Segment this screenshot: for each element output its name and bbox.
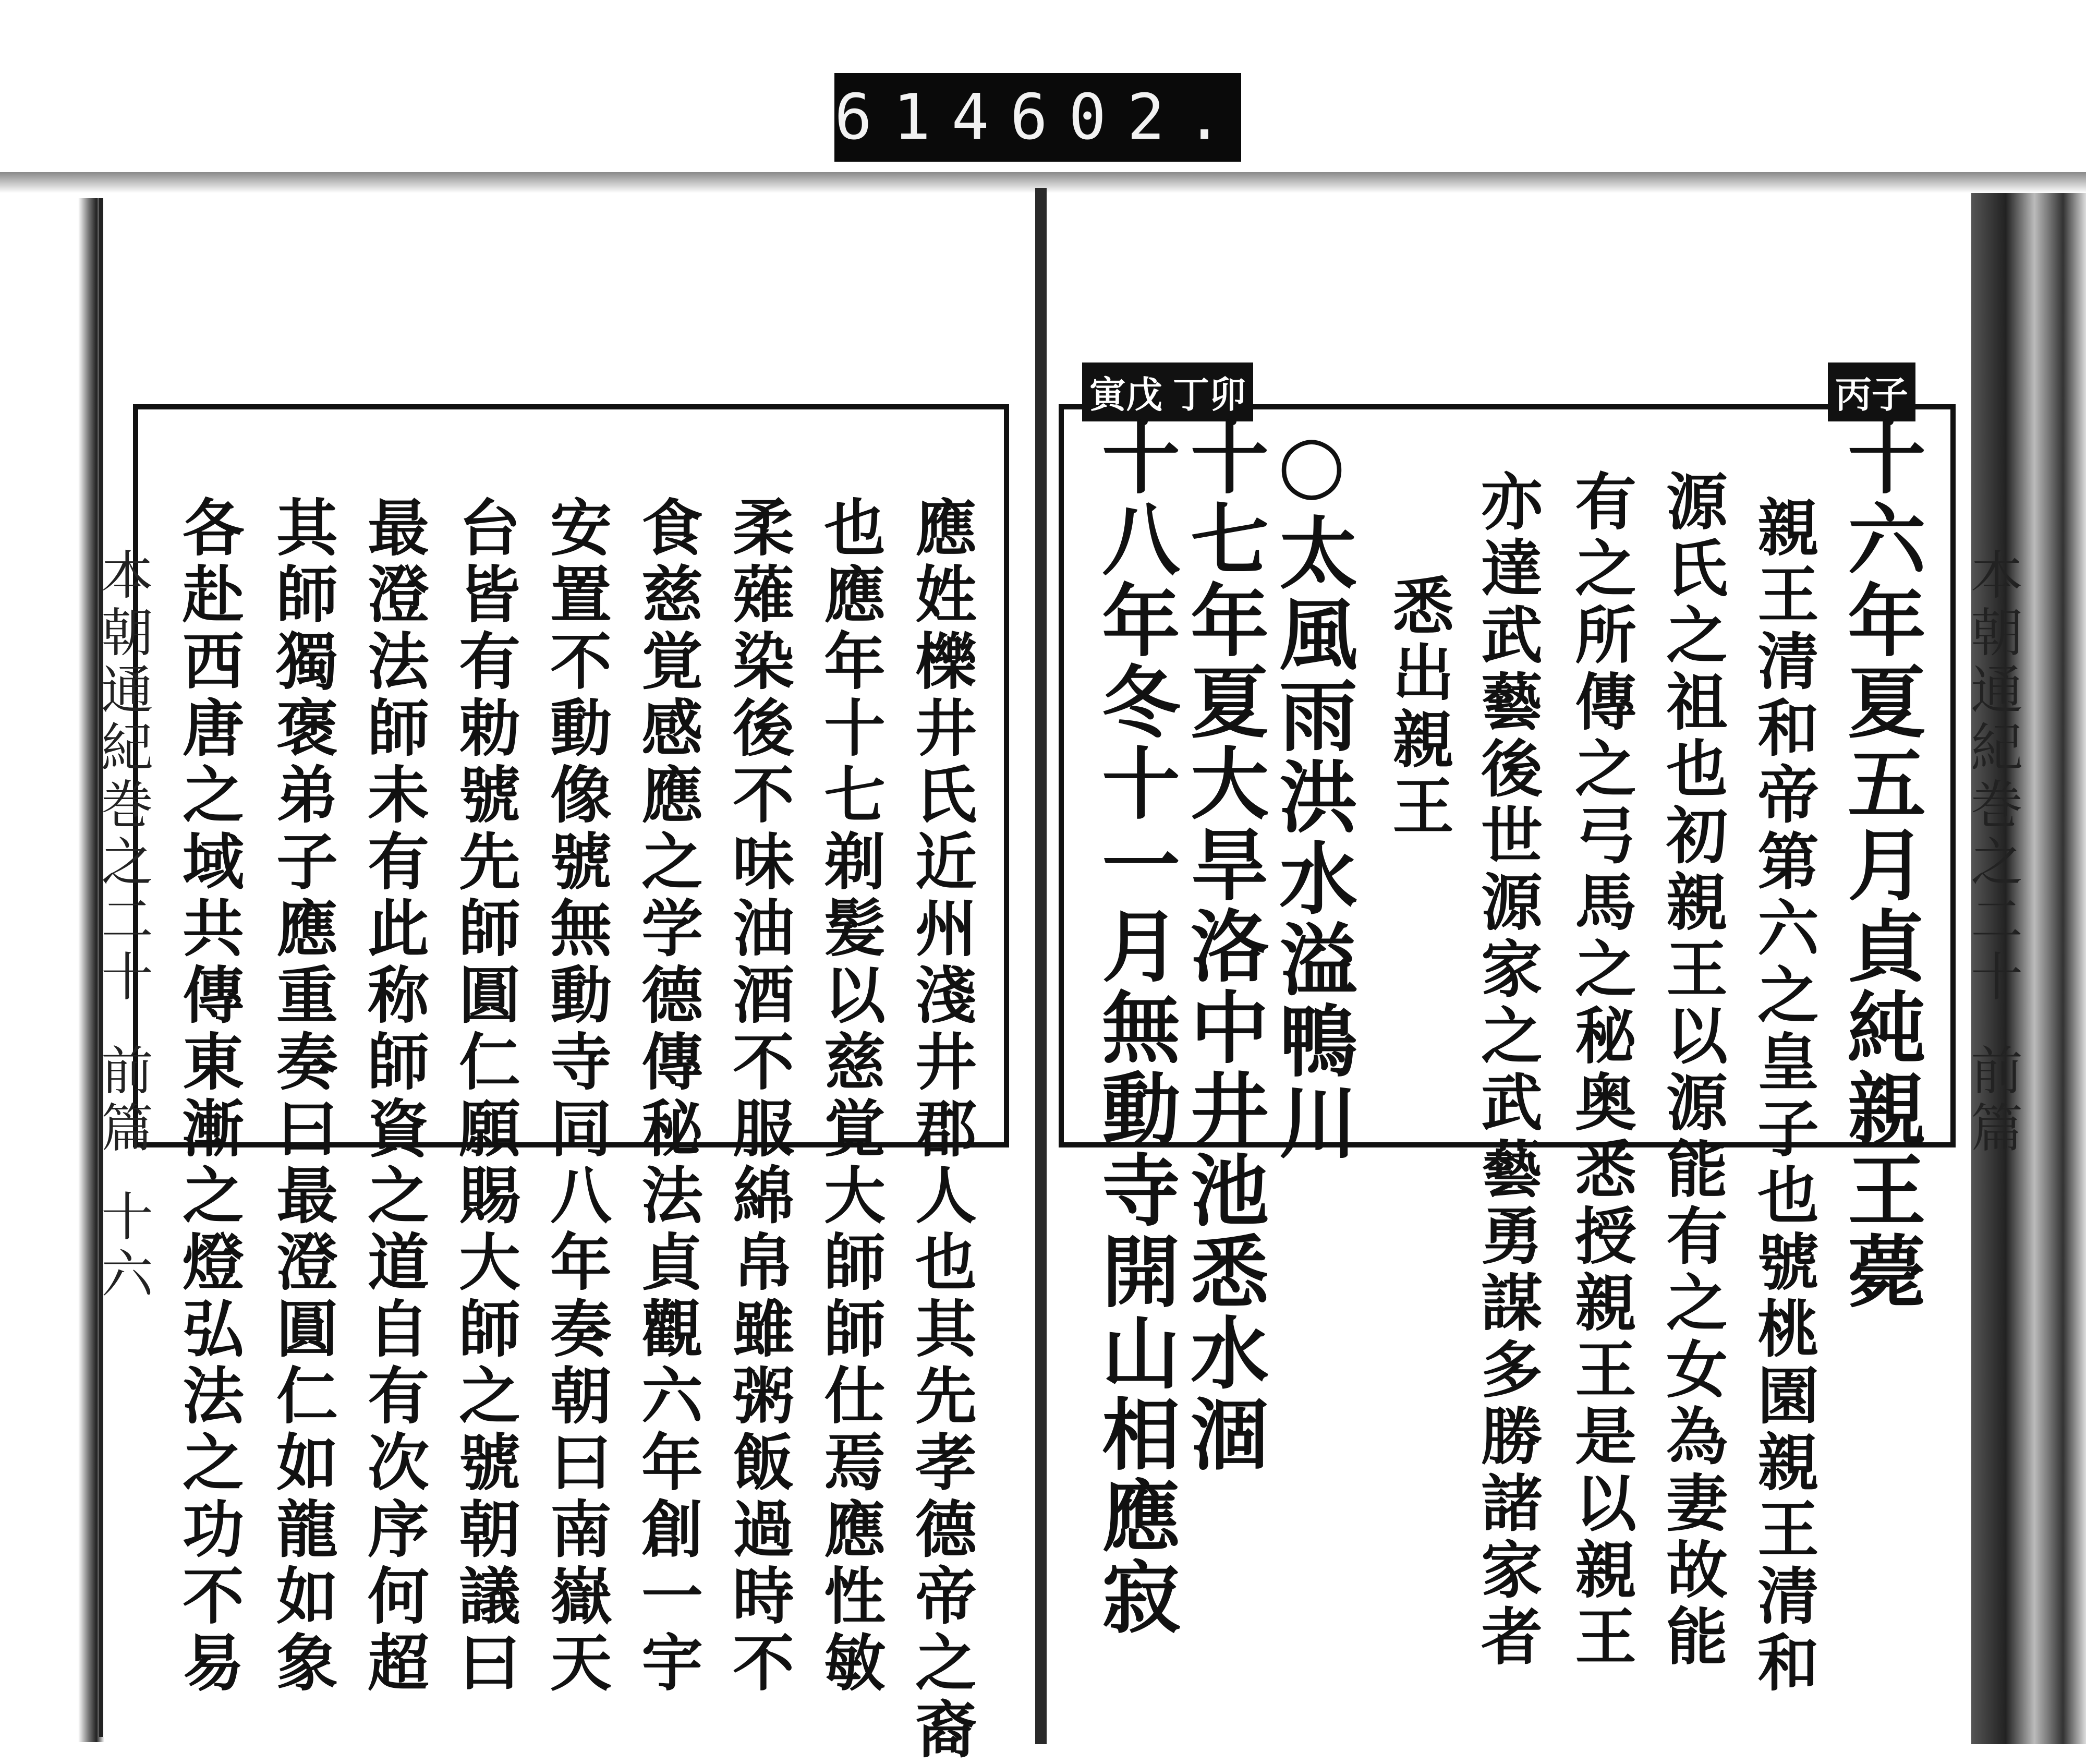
left-col-8: 其師獨褒弟子應重奏曰最澄圓仁如龍如象 — [266, 496, 338, 1697]
left-col-1: 應姓櫟井氏近州淺井郡人也其先孝德帝之裔 — [905, 496, 977, 1764]
year-tag-1: 寅戊 — [1082, 363, 1170, 421]
left-margin-title: 本朝通紀巻之二十 — [92, 548, 153, 1007]
right-col-5: 亦達武藝後世源家之武藝勇謀多勝諸家者 — [1471, 469, 1543, 1671]
left-col-3: 柔薙染後不味油酒不服綿帛雖粥飯過時不 — [722, 496, 795, 1697]
archive-number-left: 614 — [834, 81, 1010, 154]
right-margin-section: 前篇 — [1962, 1043, 2023, 1158]
left-col-2: 也應年十七剃髪以慈覚大師師仕焉應性敏 — [814, 496, 886, 1697]
left-margin-section: 前篇 — [92, 1043, 153, 1158]
right-col-1: 十六年夏五月貞純親王薨 — [1834, 417, 1926, 1312]
year-tag-3: 丙子 — [1828, 363, 1915, 421]
year-tag-2: 丁卯 — [1166, 363, 1253, 421]
right-col-9: 十八年冬十一月無動寺開山相應寂 — [1088, 417, 1180, 1638]
book-spine — [1035, 188, 1047, 1744]
left-col-4: 食慈覚感應之学德傳秘法貞觀六年創一宇 — [631, 496, 704, 1697]
right-col-8: 十七年夏大旱洛中井池悉水涸 — [1177, 417, 1269, 1475]
archive-number-right: 602. — [1010, 81, 1244, 154]
left-col-9: 各赴西唐之域共傳東漸之燈弘法之功不易 — [172, 496, 245, 1697]
right-col-4: 有之所傳之弓馬之秘奥悉授親王是以親王 — [1564, 469, 1637, 1671]
archive-number-label — [834, 73, 1244, 162]
left-col-7: 最澄法師未有此称師資之道自有次序何超 — [357, 496, 430, 1697]
right-margin-title: 本朝通紀巻之二十 — [1962, 548, 2023, 1007]
left-margin-page: 十六 — [92, 1189, 153, 1304]
right-col-2: 親王清和帝第六之皇子也號桃園親王清和 — [1747, 496, 1820, 1697]
right-col-7: ○太風雨洪水溢鴨川 — [1266, 417, 1357, 1163]
right-col-6: 悉出親王 — [1382, 574, 1454, 841]
left-col-5: 安置不動像號無動寺同八年奏朝曰南嶽天 — [540, 496, 612, 1697]
left-col-6: 台皆有勅號先師圓仁願賜大師之號朝議曰 — [448, 496, 521, 1697]
right-col-3: 源氏之祖也初親王以源能有之女為妻故能 — [1656, 469, 1728, 1671]
